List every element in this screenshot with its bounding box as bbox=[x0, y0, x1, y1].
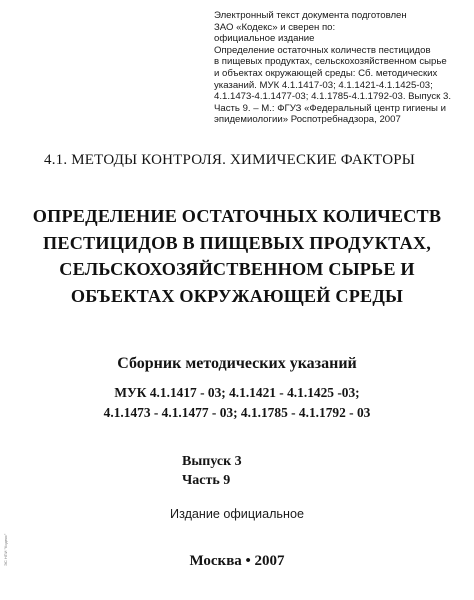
document-title-line: ОПРЕДЕЛЕНИЕ ОСТАТОЧНЫХ КОЛИЧЕСТВ bbox=[32, 206, 442, 226]
issue-volume: Выпуск 3 bbox=[182, 454, 242, 469]
side-stamp: ЭС НПИ "Кодекс" bbox=[3, 533, 8, 566]
collection-label: Сборник методических указаний bbox=[117, 355, 357, 372]
source-info-line: 4.1.1473-4.1.1477-03; 4.1.1785-4.1.1792-03. Выпуск 3. bbox=[214, 91, 452, 103]
section-heading: 4.1. МЕТОДЫ КОНТРОЛЯ. ХИМИЧЕСКИЕ ФАКТОРЫ bbox=[44, 152, 416, 168]
document-title bbox=[0, 203, 474, 309]
document-title-line: ОБЪЕКТАХ ОКРУЖАЮЩЕЙ СРЕДЫ bbox=[70, 285, 404, 306]
source-info-line: ЗАО «Кодекс» и сверен по: bbox=[214, 21, 336, 33]
document-codes-line: 4.1.1473 - 4.1.1477 - 03; 4.1.1785 - 4.1.1792 - 03 bbox=[103, 405, 371, 420]
source-info-line: в пищевых продуктах, сельскохозяйственном сырье bbox=[214, 56, 447, 68]
source-info-line: Определение остаточных количеств пестицидов bbox=[214, 44, 431, 56]
source-info-line: Часть 9. – М.: ФГУЗ «Федеральный центр гигиены и bbox=[214, 102, 446, 114]
source-info-line: официальное издание bbox=[214, 33, 315, 45]
document-title-line: ПЕСТИЦИДОВ В ПИЩЕВЫХ ПРОДУКТАХ, bbox=[43, 232, 431, 253]
place-year: Москва • 2007 bbox=[189, 553, 285, 569]
source-info-line: указаний. МУК 4.1.1417-03; 4.1.1421-4.1.1425-03; bbox=[214, 79, 433, 91]
source-info-line: эпидемиологии» Роспотребнадзора, 2007 bbox=[214, 114, 401, 126]
issue-part: Часть 9 bbox=[182, 473, 231, 488]
source-info-block bbox=[214, 10, 472, 126]
edition-label: Издание официальное bbox=[170, 507, 304, 521]
source-info-line: и объектах окружающей среды: Сб. методических bbox=[214, 67, 438, 79]
document-codes bbox=[0, 383, 474, 423]
document-codes-line: МУК 4.1.1417 - 03; 4.1.1421 - 4.1.1425 -03; bbox=[114, 385, 360, 400]
document-title-line: СЕЛЬСКОХОЗЯЙСТВЕННОМ СЫРЬЕ И bbox=[59, 259, 415, 279]
source-info-line: Электронный текст документа подготовлен bbox=[214, 10, 407, 21]
issue-info bbox=[182, 452, 242, 490]
